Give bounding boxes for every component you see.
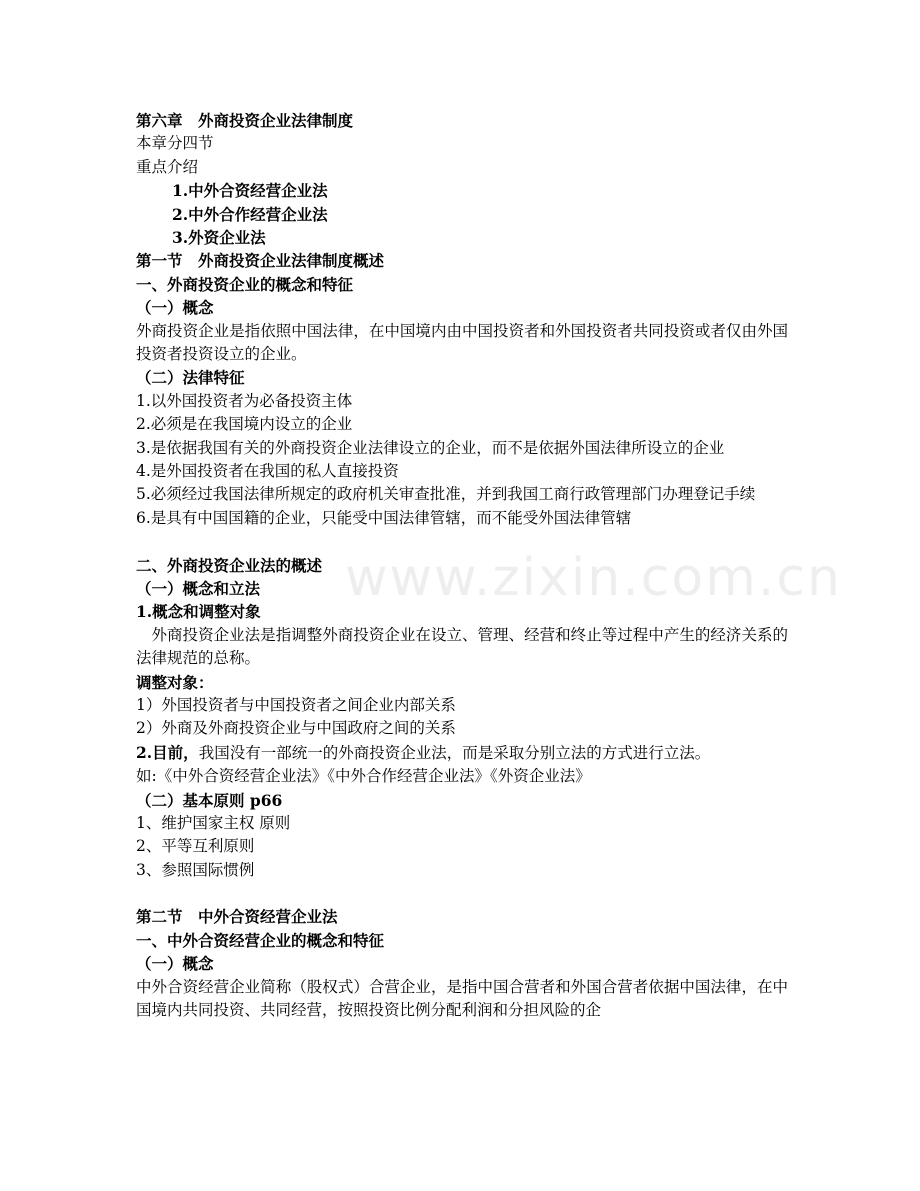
blank-line	[136, 530, 788, 553]
watermark: www.zixin.com.cn	[345, 548, 842, 608]
current-lead: 2.目前，	[136, 742, 199, 762]
feature-item: 2.必须是在我国境内设立的企业	[136, 415, 353, 434]
adjust-item: 2）外商及外商投资企业与中国政府之间的关系	[136, 719, 456, 738]
focus-item: 2.中外合作经营企业法	[172, 204, 328, 224]
feature-item: 1.以外国投资者为必备投资主体	[136, 391, 353, 410]
definition-paragraph: 外商投资企业是指依照中国法律，在中国境内由中国投资者和外国投资者共同投资或者仅由外国投资者投资设立的企业。	[136, 321, 788, 363]
focus-item: 1.中外合资经营企业法	[172, 181, 328, 201]
heading: 一、中外合资经营企业的概念和特征	[136, 930, 385, 950]
principle-item: 3、参照国际惯例	[136, 860, 255, 879]
intro-line: 重点介绍	[136, 157, 199, 176]
definition-paragraph: 外商投资企业法是指调整外商投资企业在设立、管理、经营和终止等过程中产生的经济关系的法律规范的总称。	[136, 625, 788, 668]
focus-item: 3.外资企业法	[172, 227, 266, 247]
feature-item: 6.是具有中国国籍的企业，只能受中国法律管辖，而不能受外国法律管辖	[136, 508, 632, 527]
document-body	[136, 109, 788, 1022]
chapter-title: 第六章 外商投资企业法律制度	[136, 111, 354, 130]
intro-line: 本章分四节	[136, 134, 214, 153]
subheading: （一）概念和立法	[136, 578, 261, 598]
adjust-item: 1）外国投资者与中国投资者之间企业内部关系	[136, 695, 456, 714]
subheading: （二）法律特征	[136, 368, 245, 388]
current-paragraph	[136, 741, 788, 765]
subheading: （一）概念	[136, 298, 214, 318]
law-examples: 如:《中外合资经营企业法》《中外合作经营企业法》《外资企业法》	[136, 767, 591, 786]
subheading: 1.概念和调整对象	[136, 602, 261, 622]
heading: 一、外商投资企业的概念和特征	[136, 274, 354, 294]
definition-paragraph: 中外合资经营企业简称（股权式）合营企业，是指中国合营者和外国合营者依据中国法律，在中国境内共同投资、共同经营，按照投资比例分配利润和分担风险的企	[136, 977, 788, 1020]
current-text: 我国没有一部统一的外商投资企业法，而是采取分别立法的方式进行立法。	[198, 743, 711, 762]
feature-item: 5.必须经过我国法律所规定的政府机关审查批准，并到我国工商行政管理部门办理登记手续	[136, 485, 756, 504]
subheading: （一）概念	[136, 954, 214, 974]
adjust-label: 调整对象：	[136, 672, 214, 692]
section-title: 第二节 中外合资经营企业法	[136, 907, 338, 927]
subheading: （二）基本原则 p66	[136, 790, 283, 810]
feature-item: 4.是外国投资者在我国的私人直接投资	[136, 461, 399, 480]
section-title: 第一节 外商投资企业法律制度概述	[136, 251, 385, 271]
heading: 二、外商投资企业法的概述	[136, 555, 323, 575]
feature-item: 3.是依据我国有关的外商投资企业法律设立的企业，而不是依据外国法律所设立的企业	[136, 438, 725, 457]
principle-item: 2、平等互利原则	[136, 837, 255, 856]
blank-line	[136, 882, 788, 905]
principle-item: 1、维护国家主权 原则	[136, 813, 291, 832]
